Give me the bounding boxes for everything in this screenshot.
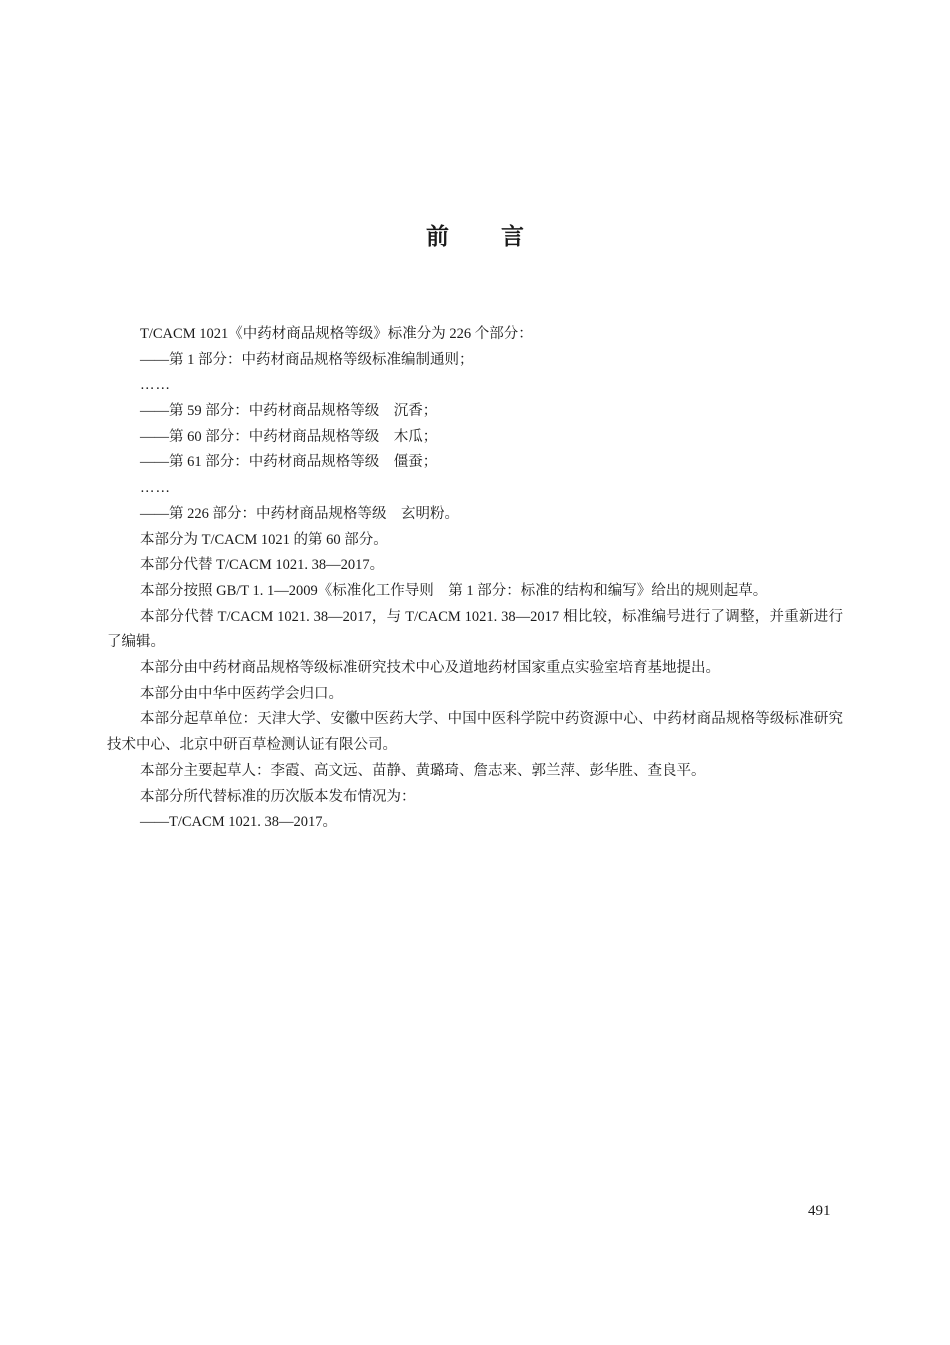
paragraph-replaces: 本部分代替 T/CACM 1021. 38—2017。 bbox=[140, 557, 385, 574]
title-char-1: 前 bbox=[426, 224, 449, 250]
parts-item: ——第 60 部分：中药材商品规格等级 木瓜； bbox=[140, 428, 438, 445]
history-item: ——T/CACM 1021. 38—2017。 bbox=[140, 814, 337, 831]
paragraph-proposed-by: 本部分由中药材商品规格等级标准研究技术中心及道地药材国家重点实验室培育基地提出。 bbox=[140, 660, 720, 677]
paragraph-changes: 本部分代替 T/CACM 1021. 38—2017，与 T/CACM 1021. 38—2017 相比较，标准编号进行了调整，并重新进行了编辑。 bbox=[107, 608, 843, 651]
paragraph-part-number: 本部分为 T/CACM 1021 的第 60 部分。 bbox=[140, 531, 388, 548]
parts-intro: T/CACM 1021《中药材商品规格等级》标准分为 226 个部分： bbox=[140, 326, 533, 342]
paragraph-drafting-units: 本部分起草单位：天津大学、安徽中医药大学、中国中医科学院中药资源中心、中药材商品规格等级标准研究技术中心、北京中研百草检测认证有限公司。 bbox=[107, 711, 843, 754]
ellipsis: …… bbox=[140, 480, 171, 497]
parts-item: ——第 59 部分：中药材商品规格等级 沉香； bbox=[140, 403, 438, 420]
ellipsis: …… bbox=[140, 377, 171, 394]
paragraph-history-intro: 本部分所代替标准的历次版本发布情况为： bbox=[140, 788, 416, 805]
page-number: 491 bbox=[808, 1203, 831, 1219]
parts-item: ——第 1 部分：中药材商品规格等级标准编制通则； bbox=[140, 351, 474, 368]
page-title bbox=[0, 218, 950, 251]
parts-item: ——第 226 部分：中药材商品规格等级 玄明粉。 bbox=[140, 505, 459, 522]
paragraph-drafters: 本部分主要起草人：李霞、高文远、苗静、黄璐琦、詹志来、郭兰萍、彭华胜、查良平。 bbox=[140, 762, 706, 779]
paragraph-administered-by: 本部分由中华中医药学会归口。 bbox=[140, 685, 343, 702]
paragraph-drafting-rules: 本部分按照 GB/T 1. 1—2009《标准化工作导则 第 1 部分：标准的结构和编写》给出的规则起草。 bbox=[140, 582, 768, 599]
parts-item: ——第 61 部分：中药材商品规格等级 僵蚕； bbox=[140, 454, 438, 471]
title-char-2: 言 bbox=[501, 224, 524, 250]
foreword-body bbox=[107, 322, 843, 836]
